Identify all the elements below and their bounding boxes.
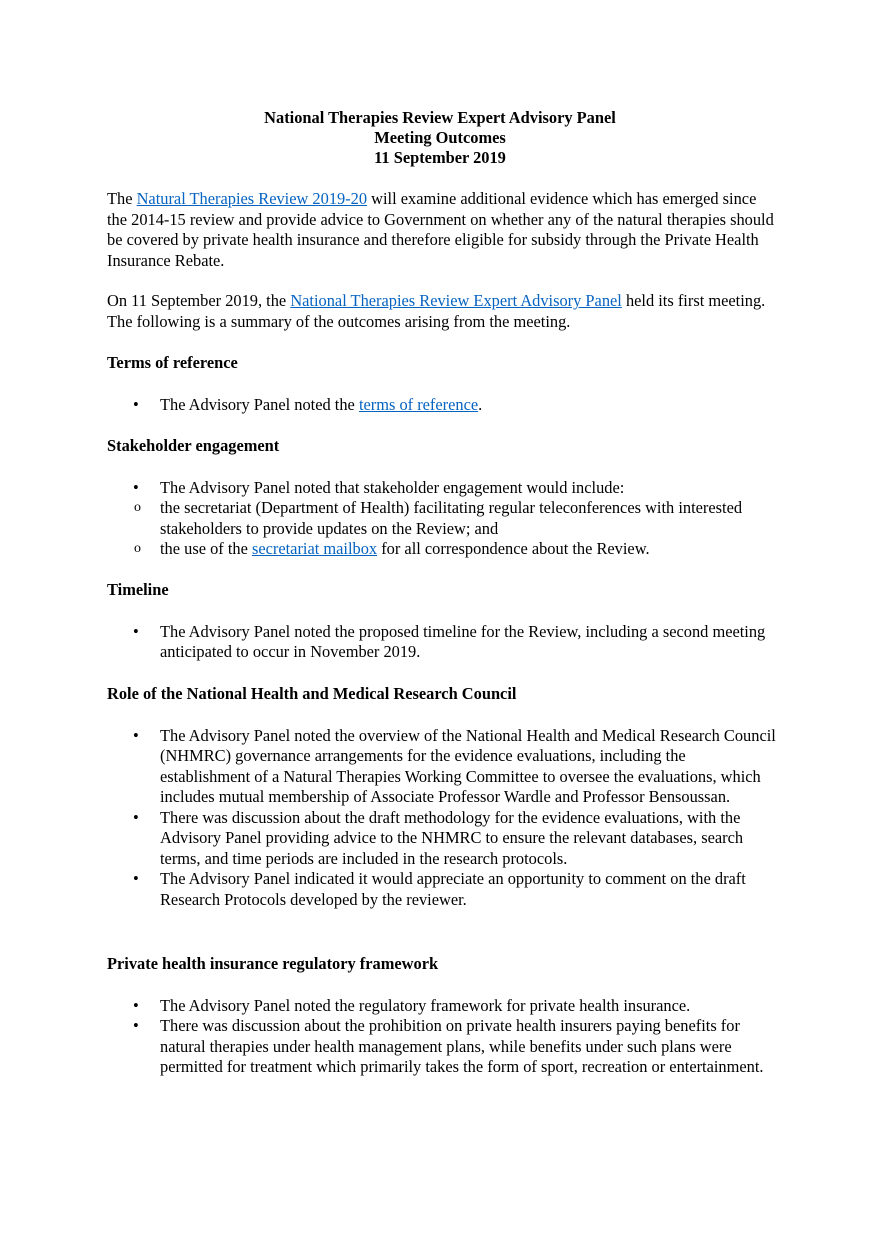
document-title: National Therapies Review Expert Advisory Panel (264, 108, 616, 127)
section-nhmrc (107, 684, 777, 910)
section-timeline (107, 580, 777, 663)
document-subtitle: Meeting Outcomes (374, 128, 506, 147)
section-stakeholder-engagement (107, 436, 777, 560)
sub-list-item: o the secretariat (Department of Health) facilitating regular teleconferences with interested stakeholders to provide updates on the Review; and (107, 498, 777, 539)
list-item: • The Advisory Panel indicated it would appreciate an opportunity to comment on the draft Research Protocols developed by the reviewer. (107, 869, 777, 910)
section-phi-framework (107, 954, 777, 1078)
list-item: • The Advisory Panel noted the terms of reference. (107, 395, 777, 416)
list-item: • There was discussion about the prohibition on private health insurers paying benefits for natural therapies under health management plans, while benefits under such plans were permitted for treatment which primarily takes the form of sport, recreation or entertainment. (107, 1016, 777, 1078)
section-heading: Timeline (107, 580, 169, 599)
section-heading: Stakeholder engagement (107, 436, 280, 455)
intro-paragraph-1: The Natural Therapies Review 2019-20 will examine additional evidence which has emerged since the 2014-15 review and provide advice to Government on whether any of the natural therapies should be covered by private health insurance and therefore eligible for subsidy through the Private Health Insurance Rebate. (107, 189, 774, 270)
list-item: • The Advisory Panel noted that stakeholder engagement would include: (107, 478, 777, 499)
section-terms-of-reference (107, 353, 777, 415)
expert-advisory-panel-link[interactable]: National Therapies Review Expert Advisory Panel (290, 291, 622, 310)
terms-of-reference-link[interactable]: terms of reference (358, 394, 479, 414)
list-item: • The Advisory Panel noted the overview of the National Health and Medical Research Council (NHMRC) governance arrangements for the evidence evaluations, including the establishment of a Natural Therapies Working Committee to oversee the evaluations, which includes mutual membership of Associate Professor Wardle and Professor Bensoussan. (107, 726, 777, 808)
list-item: • The Advisory Panel noted the regulatory framework for private health insurance. (107, 996, 777, 1017)
intro-paragraph-2: On 11 September 2019, the National Therapies Review Expert Advisory Panel held its first meeting. The following is a summary of the outcomes arising from the meeting. (107, 291, 766, 331)
secretariat-mailbox-link[interactable]: secretariat mailbox (251, 539, 378, 558)
section-heading: Private health insurance regulatory framework (107, 954, 439, 973)
natural-therapies-review-link[interactable]: Natural Therapies Review 2019-20 (136, 189, 368, 208)
sub-list-item: o the use of the secretariat mailbox for all correspondence about the Review. (107, 539, 777, 560)
section-heading: Role of the National Health and Medical Research Council (107, 684, 517, 703)
list-item: • There was discussion about the draft methodology for the evidence evaluations, with the Advisory Panel providing advice to the NHMRC to ensure the relevant databases, search terms, and time periods are included in the research protocols. (107, 808, 777, 870)
section-heading: Terms of reference (107, 353, 238, 372)
document-date: 11 September 2019 (374, 148, 506, 167)
list-item: • The Advisory Panel noted the proposed timeline for the Review, including a second meeting anticipated to occur in November 2019. (107, 622, 777, 663)
document-header (107, 108, 773, 168)
